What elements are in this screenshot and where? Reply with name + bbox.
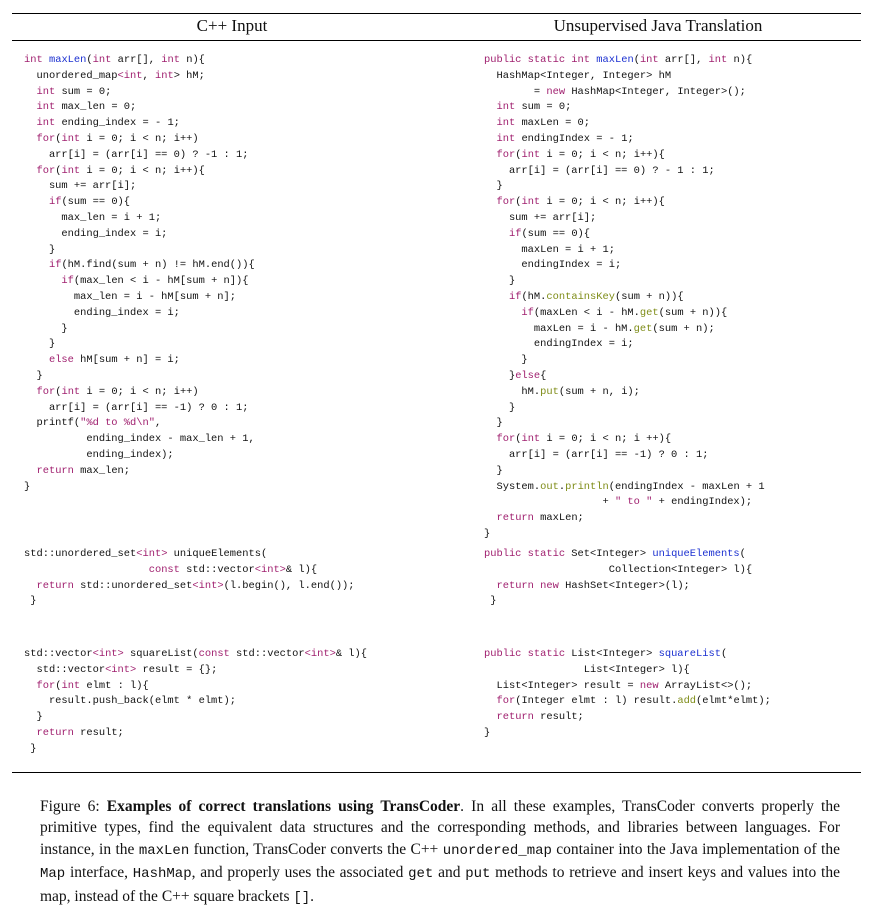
code-text: } [24,742,37,755]
code-text: max_len = i - hM[sum + n]; [24,290,237,303]
code-keyword: <int [117,69,143,82]
code-text: ( [55,679,62,692]
code-text [24,101,36,113]
code-text [484,307,521,319]
code-text: } [24,322,68,335]
code-text: } [24,338,56,351]
code-keyword: for [36,164,56,177]
code-keyword: <int> [192,579,224,592]
caption-text: and [433,864,466,882]
code-keyword: int [496,132,516,145]
code-keyword: <int> [254,563,286,576]
code-text [484,580,496,592]
header-rule [12,40,861,41]
code-text: (hM.find(sum + n) != hM.end()){ [61,259,255,272]
code-text: } [484,726,491,739]
code-text [24,465,36,477]
code-keyword: int [92,54,112,66]
code-text: } [24,243,56,256]
caption-code: get [408,866,434,883]
code-keyword: int [161,54,180,66]
code-text: n){ [179,54,205,66]
code-keyword: else [48,354,74,367]
code-keyword: return [496,512,534,525]
code-text: std::unordered_set [24,548,137,560]
method-name: get [633,322,653,335]
code-text: (sum == 0){ [61,196,131,209]
code-text: maxLen = i - hM. [484,322,634,335]
code-keyword: new [546,85,566,98]
code-keyword: " to " [614,496,653,509]
figure-caption [40,796,840,909]
code-text [24,117,36,129]
code-text: i = 0; i < n; i++){ [540,148,665,161]
code-keyword: const [198,648,230,660]
code-text: + [484,496,615,509]
code-text: uniqueElements( [167,548,268,560]
code-text: { [540,369,547,382]
method-name: put [540,385,559,398]
java-unique-elements-code [484,547,752,610]
code-text: } [484,527,491,540]
code-text: List<Integer> result = [484,679,640,692]
code-text: } [24,369,43,382]
code-text: (endingIndex - maxLen + 1 [608,480,765,493]
code-keyword: new [639,679,659,692]
code-keyword: int [496,101,516,114]
code-text: } [484,354,528,367]
code-text: System. [484,480,541,493]
caption-code: [] [293,889,311,906]
code-keyword: "%d to %d\n" [80,417,155,430]
code-text: endingIndex = - 1; [515,132,634,145]
caption-code: maxLen [138,842,190,859]
code-text: List<Integer> [565,648,659,660]
code-text: (Integer elmt : l) result. [515,695,678,708]
method-name: println [565,480,609,493]
code-text [24,354,49,366]
code-text: i = 0; i < n; i++) [80,385,199,398]
table-bottom-rule [12,772,861,773]
code-text: ( [515,433,522,446]
code-text: std::vector [179,563,255,576]
code-keyword: if [48,196,62,209]
code-keyword: for [36,385,56,398]
code-text: sum = 0; [55,85,112,98]
code-text: ( [55,164,62,177]
code-text: HashMap<Integer, Integer>(); [565,85,746,98]
code-text: hM. [484,385,541,398]
code-keyword: int [24,54,43,66]
code-keyword: for [36,679,56,692]
code-text: printf( [24,417,81,430]
code-text: i = 0; i < n; i++){ [80,164,205,177]
code-text: endingIndex = i; [484,338,634,351]
code-keyword: int [521,148,541,161]
caption-text: interface, [65,864,133,882]
code-keyword: int [61,132,81,145]
code-text: unordered_map [24,69,118,82]
code-keyword: return new [496,579,559,592]
code-keyword: int [36,117,56,130]
method-name: get [639,306,659,319]
code-text: . [558,480,566,493]
code-text: } [484,275,516,288]
code-text: maxLen = 0; [515,117,591,130]
code-text [484,711,496,723]
code-text: } [484,417,503,430]
code-text: ( [720,648,728,660]
code-text: = [484,85,547,98]
cpp-square-list-code [24,647,367,758]
code-text: arr[i] = (arr[i] == 0) ? -1 : 1; [24,148,249,161]
code-text: ending_index); [24,448,174,461]
code-text [24,580,36,592]
code-text: & l){ [335,648,367,660]
code-keyword: int [639,54,659,66]
code-text: } [484,180,503,193]
code-text: List<Integer> l){ [484,663,690,676]
table-top-rule [12,13,861,14]
code-text: } [484,369,516,382]
code-text: std::vector [229,648,305,660]
function-name: maxLen [48,54,87,66]
code-text: squareList( [123,648,199,660]
code-text: ending_index - max_len + 1, [24,433,255,446]
code-text: HashSet<Integer>(l); [558,579,690,592]
code-keyword: return [36,579,74,592]
code-text [24,275,61,287]
code-text: & l){ [285,563,318,576]
code-text: result; [533,711,584,724]
header-cpp-input: C++ Input [196,16,268,35]
code-text: (sum + n, i); [558,385,640,398]
code-text: ( [515,196,522,209]
code-text: (sum + n)){ [658,306,728,319]
code-text [484,291,509,303]
code-text [24,680,36,692]
code-text: result.push_back(elmt * elmt); [24,695,237,708]
code-text [484,228,509,240]
code-keyword: int [36,101,56,114]
code-keyword: if [521,306,534,319]
code-keyword: else [515,369,541,382]
code-text: i = 0; i < n; i++){ [540,196,665,209]
code-text: arr[], [658,54,709,66]
code-text: sum = 0; [515,101,572,114]
code-text: (maxLen < i - hM. [533,306,640,319]
code-text: n){ [727,54,753,66]
code-text: maxLen; [533,512,584,525]
code-keyword: public static int [484,54,591,66]
code-text: endingIndex = i; [484,259,622,272]
function-name: squareList [658,648,721,660]
header-java-translation: Unsupervised Java Translation [553,16,763,35]
code-keyword: if [61,275,74,288]
code-text [484,149,496,161]
cpp-maxlen-code [24,53,255,495]
code-text: arr[i] = (arr[i] == 0) ? - 1 : 1; [484,164,715,177]
code-text: i = 0; i < n; i ++){ [540,433,672,446]
code-text [484,117,496,129]
code-keyword: for [36,132,56,145]
code-text [24,133,36,145]
code-text [24,564,149,576]
code-text: (sum == 0){ [521,227,591,240]
code-text: ( [55,385,62,398]
code-text [24,386,36,398]
code-text: (hM. [521,290,547,303]
code-text: } [24,480,31,493]
code-keyword: int [708,54,728,66]
code-text: sum += arr[i]; [484,211,597,224]
code-text: std::unordered_set [73,579,193,592]
method-name: containsKey [546,290,615,303]
caption-text: function, TransCoder converts the C++ [189,840,443,858]
code-keyword: <int> [92,648,124,660]
cpp-unique-elements-code [24,547,355,610]
code-keyword: int [496,117,516,130]
method-name: out [540,480,559,493]
code-keyword: int [61,385,81,398]
code-keyword: <int> [105,663,137,676]
code-keyword: int [521,433,541,446]
code-text [484,133,496,145]
code-keyword: int [36,85,56,98]
code-text: , [142,69,155,82]
code-keyword: <int> [136,548,168,560]
code-text: max_len = i + 1; [24,211,162,224]
code-text [24,259,49,271]
method-name: add [677,695,697,708]
code-text: ending_index = - 1; [55,117,180,130]
code-keyword: if [508,290,522,303]
code-text [484,512,496,524]
code-text: max_len; [73,464,131,477]
code-text: arr[i] = (arr[i] == -1) ? 0 : 1; [24,401,249,414]
code-text: (sum + n); [652,322,715,335]
code-text: ( [739,548,746,560]
caption-text: . [310,887,315,905]
code-text: Set<Integer> [565,548,653,560]
code-text: } [24,595,37,608]
code-text: result; [73,726,124,739]
code-keyword: if [48,259,62,272]
code-keyword: return [496,711,534,724]
caption-title: Examples of correct translations using TransCoder [106,798,461,815]
code-text: } [484,595,497,608]
code-keyword: return [36,726,74,739]
code-text [24,86,36,98]
java-square-list-code [484,647,771,742]
code-text [24,165,36,177]
code-text: arr[i] = (arr[i] == -1) ? 0 : 1; [484,448,709,461]
code-text: ( [515,148,522,161]
code-text: ending_index = i; [24,227,168,240]
code-text: max_len = 0; [55,101,137,114]
code-text [484,695,496,707]
code-text: > hM; [173,69,205,82]
code-text [24,727,36,739]
code-text: hM[sum + n] = i; [73,354,180,367]
caption-text: . In all these examples, TransCoder converts properly the primitive types, find the equivalent data structures and the corresponding methods, and libraries between languages. For instance, in the [40,798,840,858]
code-text: maxLen = i + 1; [484,243,615,256]
caption-text: methods to retrieve and insert keys and values into the map, instead of the C++ square brackets [40,864,840,905]
code-keyword: return [36,464,74,477]
code-keyword: for [496,695,516,708]
caption-code: HashMap [132,866,192,883]
code-text [484,196,496,208]
code-text: ( [55,132,62,145]
code-text: std::vector [24,663,106,676]
code-text: (max_len < i - hM[sum + n]){ [73,275,249,288]
code-text: ending_index = i; [24,306,180,319]
code-text: ( [633,54,640,66]
code-keyword: for [496,196,516,209]
code-text: HashMap<Integer, Integer> hM [484,69,672,82]
code-text: } [484,464,503,477]
caption-text: , and properly uses the associated [191,864,409,882]
caption-code: put [465,866,491,883]
code-text: ( [86,54,93,66]
code-text [484,433,496,445]
caption-code: unordered_map [442,842,552,859]
code-text: (sum + n)){ [614,290,684,303]
code-keyword: for [496,433,516,446]
code-keyword: int [521,196,541,209]
caption-text: container into the Java implementation of the [551,840,840,858]
code-keyword: public static [484,648,566,660]
function-name: uniqueElements [652,548,740,560]
code-text: std::vector [24,648,93,660]
code-keyword: if [508,227,522,240]
code-keyword: int [61,164,81,177]
function-name: maxLen [596,54,634,66]
code-keyword: int [154,69,174,82]
code-text: } [24,711,43,724]
code-keyword: for [496,148,516,161]
code-text: i = 0; i < n; i++) [80,132,199,145]
code-text: (l.begin(), l.end()); [223,579,355,592]
code-text [24,196,49,208]
code-text: , [154,417,162,430]
code-keyword: <int> [304,648,336,660]
java-maxlen-code [484,53,765,543]
code-text: ArrayList<>(); [658,679,753,692]
code-text: result = {}; [136,663,218,676]
code-text: } [484,401,516,414]
code-text: + endingIndex); [652,496,753,509]
code-keyword: const [148,563,180,576]
code-text [484,101,496,113]
code-text: arr[], [111,54,162,66]
code-text: sum += arr[i]; [24,180,137,193]
code-text: Collection<Integer> l){ [484,563,753,576]
code-keyword: public static [484,548,566,560]
caption-label: Figure 6: [40,798,107,815]
caption-code: Map [40,866,66,883]
code-keyword: int [61,679,81,692]
code-text: (elmt*elmt); [696,695,771,708]
code-text: elmt : l){ [80,679,149,692]
